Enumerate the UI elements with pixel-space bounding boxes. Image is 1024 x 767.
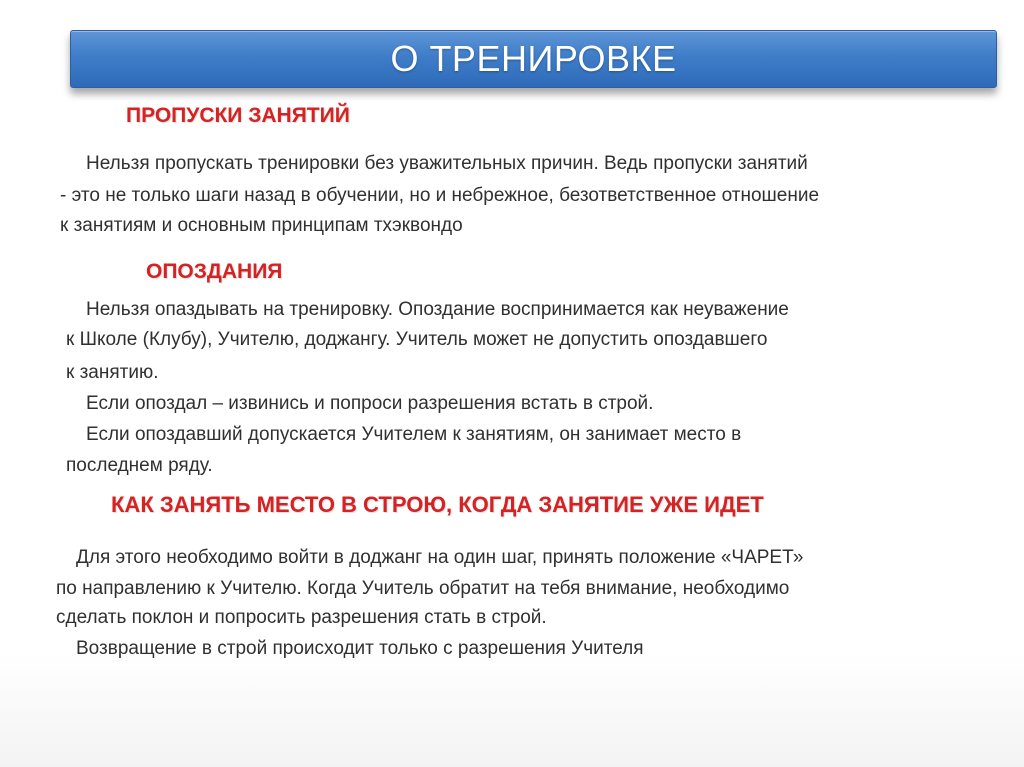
text-line: к занятиям и основным принципам тхэквондо — [60, 215, 463, 236]
text-line: Нельзя опаздывать на тренировку. Опоздание воспринимается как неуважение — [86, 299, 789, 320]
text-line: Нельзя пропускать тренировки без уважительных причин. Ведь пропуски занятий — [86, 153, 808, 174]
heading-joining-line: КАК ЗАНЯТЬ МЕСТО В СТРОЮ, КОГДА ЗАНЯТИЕ УЖЕ ИДЕТ — [111, 492, 764, 517]
slide-title: О ТРЕНИРОВКЕ — [390, 38, 677, 79]
text-line: Если опоздал – извинись и попроси разрешения встать в строй. — [86, 393, 654, 414]
text-line: к занятию. — [66, 362, 159, 383]
heading-absences: ПРОПУСКИ ЗАНЯТИЙ — [126, 104, 350, 127]
text-line: - это не только шаги назад в обучении, но и небрежное, безответственное отношение — [60, 185, 820, 206]
text-line: последнем ряду. — [66, 455, 213, 476]
text-line: Возвращение в строй происходит только с разрешения Учителя — [76, 638, 644, 659]
heading-lateness: ОПОЗДАНИЯ — [146, 260, 283, 283]
text-line: Если опоздавший допускается Учителем к занятиям, он занимает место в — [86, 424, 742, 445]
title-bar — [70, 30, 997, 88]
text-line: к Школе (Клубу), Учителю, доджангу. Учитель может не допустить опоздавшего — [66, 329, 768, 350]
text-line: Для этого необходимо войти в доджанг на один шаг, принять положение «ЧАРЕТ» — [76, 547, 804, 568]
text-line: по направлению к Учителю. Когда Учитель обратит на тебя внимание, необходимо — [56, 578, 790, 599]
text-line: сделать поклон и попросить разрешения стать в строй. — [56, 607, 547, 628]
